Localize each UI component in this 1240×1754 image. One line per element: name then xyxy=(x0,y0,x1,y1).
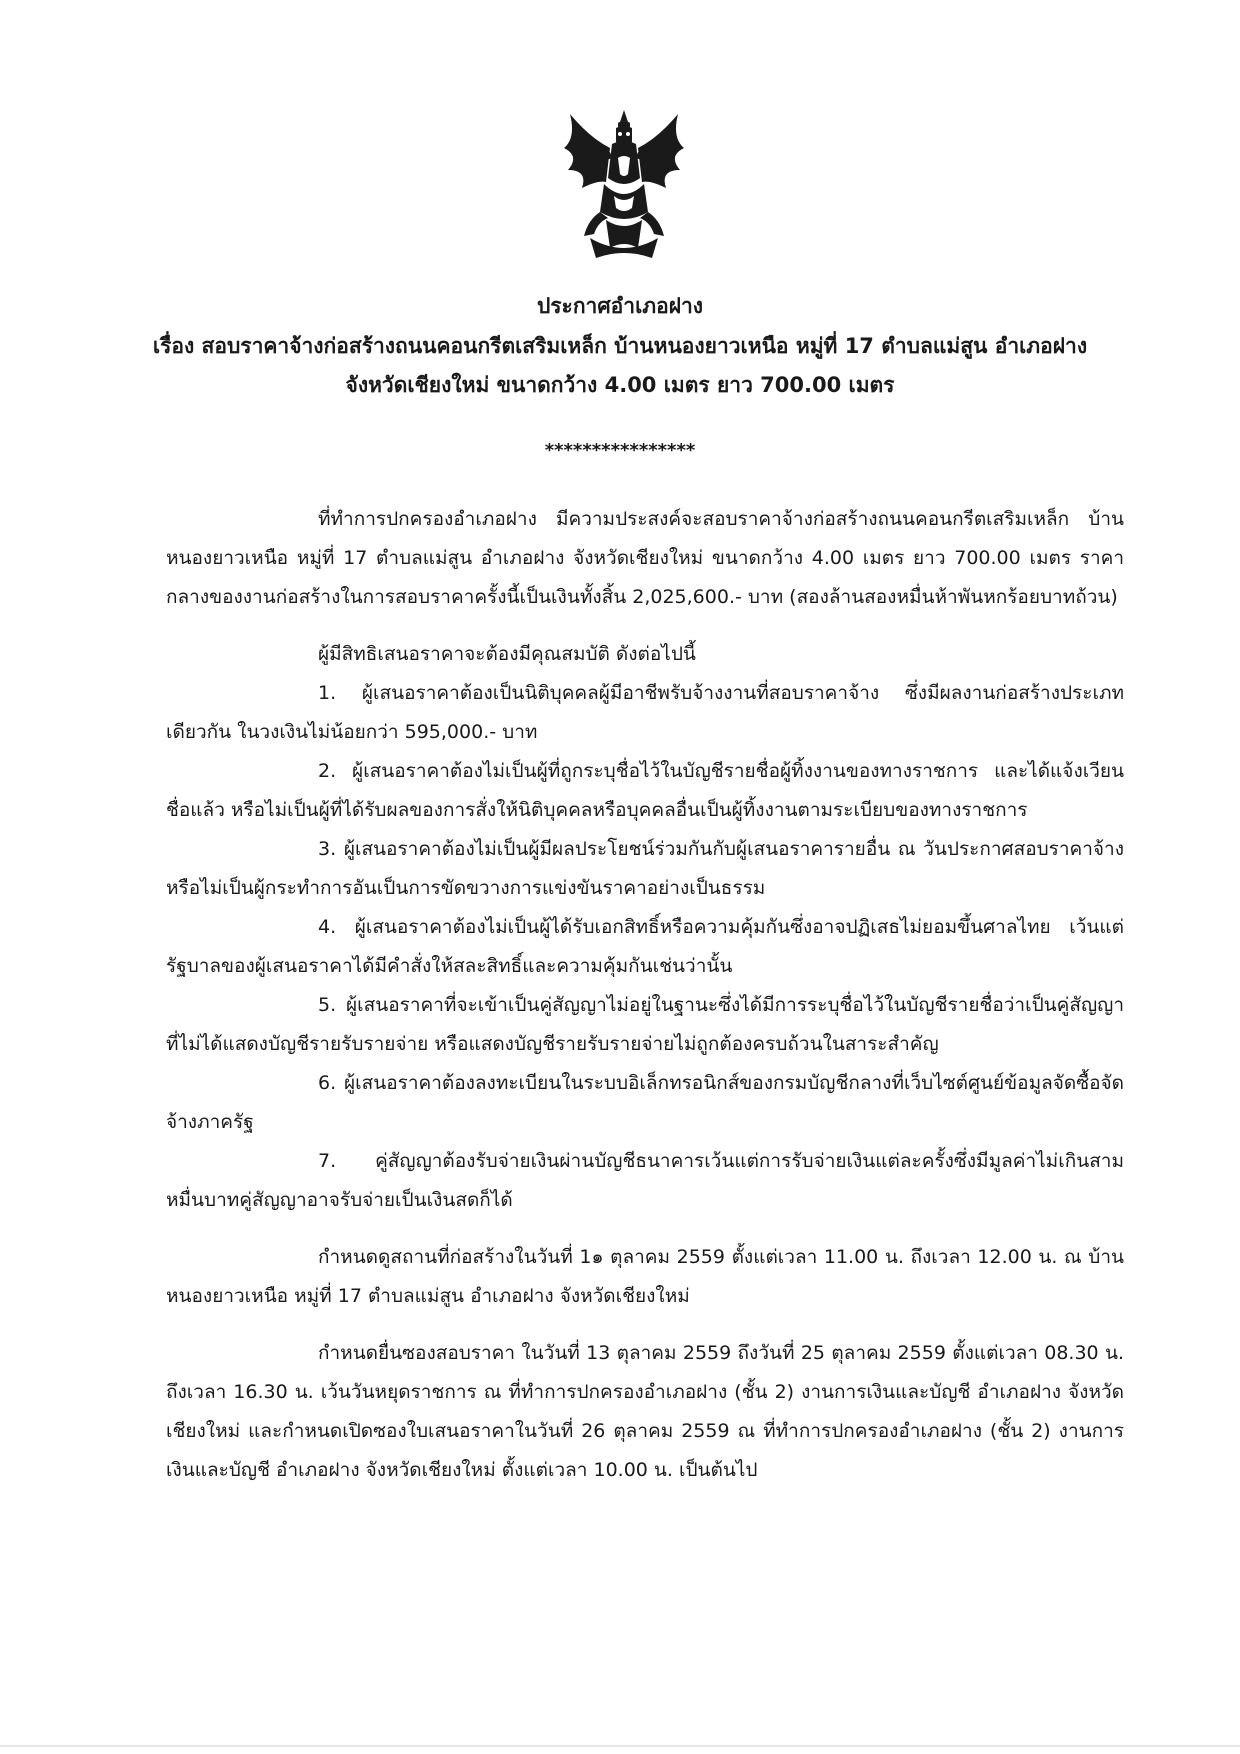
qualification-item: 3. ผู้เสนอราคาต้องไม่เป็นผู้มีผลประโยชน์ร่วมกันกับผู้เสนอราคารายอื่น ณ วันประกาศสอบราคาจ้าง หรือไม่เป็นผู้กระทำการอันเป็นการขัดขวางการแข่งขันราคาอย่างเป็นธรรม xyxy=(166,838,1124,899)
page-bottom-edge xyxy=(0,1745,1240,1747)
document-body xyxy=(166,500,1124,1490)
announcement-title: ประกาศอำเภอฝาง xyxy=(536,294,704,318)
subject-line-2: จังหวัดเชียงใหม่ ขนาดกว้าง 4.00 เมตร ยาว 700.00 เมตร xyxy=(345,373,895,397)
qualification-item: 2. ผู้เสนอราคาต้องไม่เป็นผู้ที่ถูกระบุชื่อไว้ในบัญชีรายชื่อผู้ทิ้งงานของทางราชการ และได้แจ้งเวียนชื่อแล้ว หรือไม่เป็นผู้ที่ได้รับผลของการสั่งให้นิติบุคคลหรือบุคคลอื่นเป็นผู้ทิ้งงานตามระเบียบของทางราชการ xyxy=(166,760,1124,821)
separator-stars: **************** xyxy=(544,440,696,461)
qualifications-heading: ผู้มีสิทธิเสนอราคาจะต้องมีคุณสมบัติ ดังต่อไปนี้ xyxy=(318,643,696,665)
garuda-emblem-icon xyxy=(560,108,688,264)
scan-artifact xyxy=(66,80,80,120)
subject-line-1: เรื่อง สอบราคาจ้างก่อสร้างถนนคอนกรีตเสริมเหล็ก บ้านหนองยาวเหนือ หมู่ที่ 17 ตำบลแม่สูน อำเภอฝาง xyxy=(152,334,1088,358)
qualification-item: 5. ผู้เสนอราคาที่จะเข้าเป็นคู่สัญญาไม่อยู่ในฐานะซึ่งได้มีการระบุชื่อไว้ในบัญชีรายชื่อว่าเป็นคู่สัญญาที่ไม่ได้แสดงบัญชีรายรับรายจ่าย หรือแสดงบัญชีรายรับรายจ่ายไม่ถูกต้องครบถ้วนในสาระสำคัญ xyxy=(166,994,1124,1055)
qualification-item: 7. คู่สัญญาต้องรับจ่ายเงินผ่านบัญชีธนาคารเว้นแต่การรับจ่ายเงินแต่ละครั้งซึ่งมีมูลค่าไม่เกินสามหมื่นบาทคู่สัญญาอาจรับจ่ายเป็นเงินสดก็ได้ xyxy=(166,1150,1124,1211)
qualification-item: 6. ผู้เสนอราคาต้องลงทะเบียนในระบบอิเล็กทรอนิกส์ของกรมบัญชีกลางที่เว็บไซต์ศูนย์ข้อมูลจัดซื้อจัดจ้างภาครัฐ xyxy=(166,1072,1124,1133)
intro-paragraph: ที่ทำการปกครองอำเภอฝาง มีความประสงค์จะสอบราคาจ้างก่อสร้างถนนคอนกรีตเสริมเหล็ก บ้านหนองยาวเหนือ หมู่ที่ 17 ตำบลแม่สูน อำเภอฝาง จังหวัดเชียงใหม่ ขนาดกว้าง 4.00 เมตร ยาว 700.00 เมตร ราคากลางของงานก่อสร้างในการสอบราคาครั้งนี้เป็นเงินทั้งสิ้น 2,025,600.- บาท (สองล้านสองหมื่นห้าพันหกร้อยบาทถ้วน) xyxy=(166,508,1124,608)
qualification-item: 1. ผู้เสนอราคาต้องเป็นนิติบุคคลผู้มีอาชีพรับจ้างงานที่สอบราคาจ้าง ซึ่งมีผลงานก่อสร้างประเภทเดียวกัน ในวงเงินไม่น้อยกว่า 595,000.- บาท xyxy=(166,682,1124,743)
qualification-item: 4. ผู้เสนอราคาต้องไม่เป็นผู้ได้รับเอกสิทธิ์หรือความคุ้มกันซึ่งอาจปฏิเสธไม่ยอมขึ้นศาลไทย เว้นแต่รัฐบาลของผู้เสนอราคาได้มีคำสั่งให้สละสิทธิ์และความคุ้มกันเช่นว่านั้น xyxy=(166,916,1124,977)
submission-paragraph: กำหนดยื่นซองสอบราคา ในวันที่ 13 ตุลาคม 2559 ถึงวันที่ 25 ตุลาคม 2559 ตั้งแต่เวลา 08.30 น. ถึงเวลา 16.30 น. เว้นวันหยุดราชการ ณ ที่ทำการปกครองอำเภอฝาง (ชั้น 2) งานการเงินและบัญชี อำเภอฝาง จังหวัดเชียงใหม่ และกำหนดเปิดซองใบเสนอราคาในวันที่ 26 ตุลาคม 2559 ณ ที่ทำการปกครองอำเภอฝาง (ชั้น 2) งานการเงินและบัญชี อำเภอฝาง จังหวัดเชียงใหม่ ตั้งแต่เวลา 10.00 น. เป็นต้นไป xyxy=(166,1342,1124,1481)
site-visit-paragraph: กำหนดดูสถานที่ก่อสร้างในวันที่ 1๑ ตุลาคม 2559 ตั้งแต่เวลา 11.00 น. ถึงเวลา 12.00 น. ณ บ้านหนองยาวเหนือ หมู่ที่ 17 ตำบลแม่สูน อำเภอฝาง จังหวัดเชียงใหม่ xyxy=(166,1246,1124,1307)
